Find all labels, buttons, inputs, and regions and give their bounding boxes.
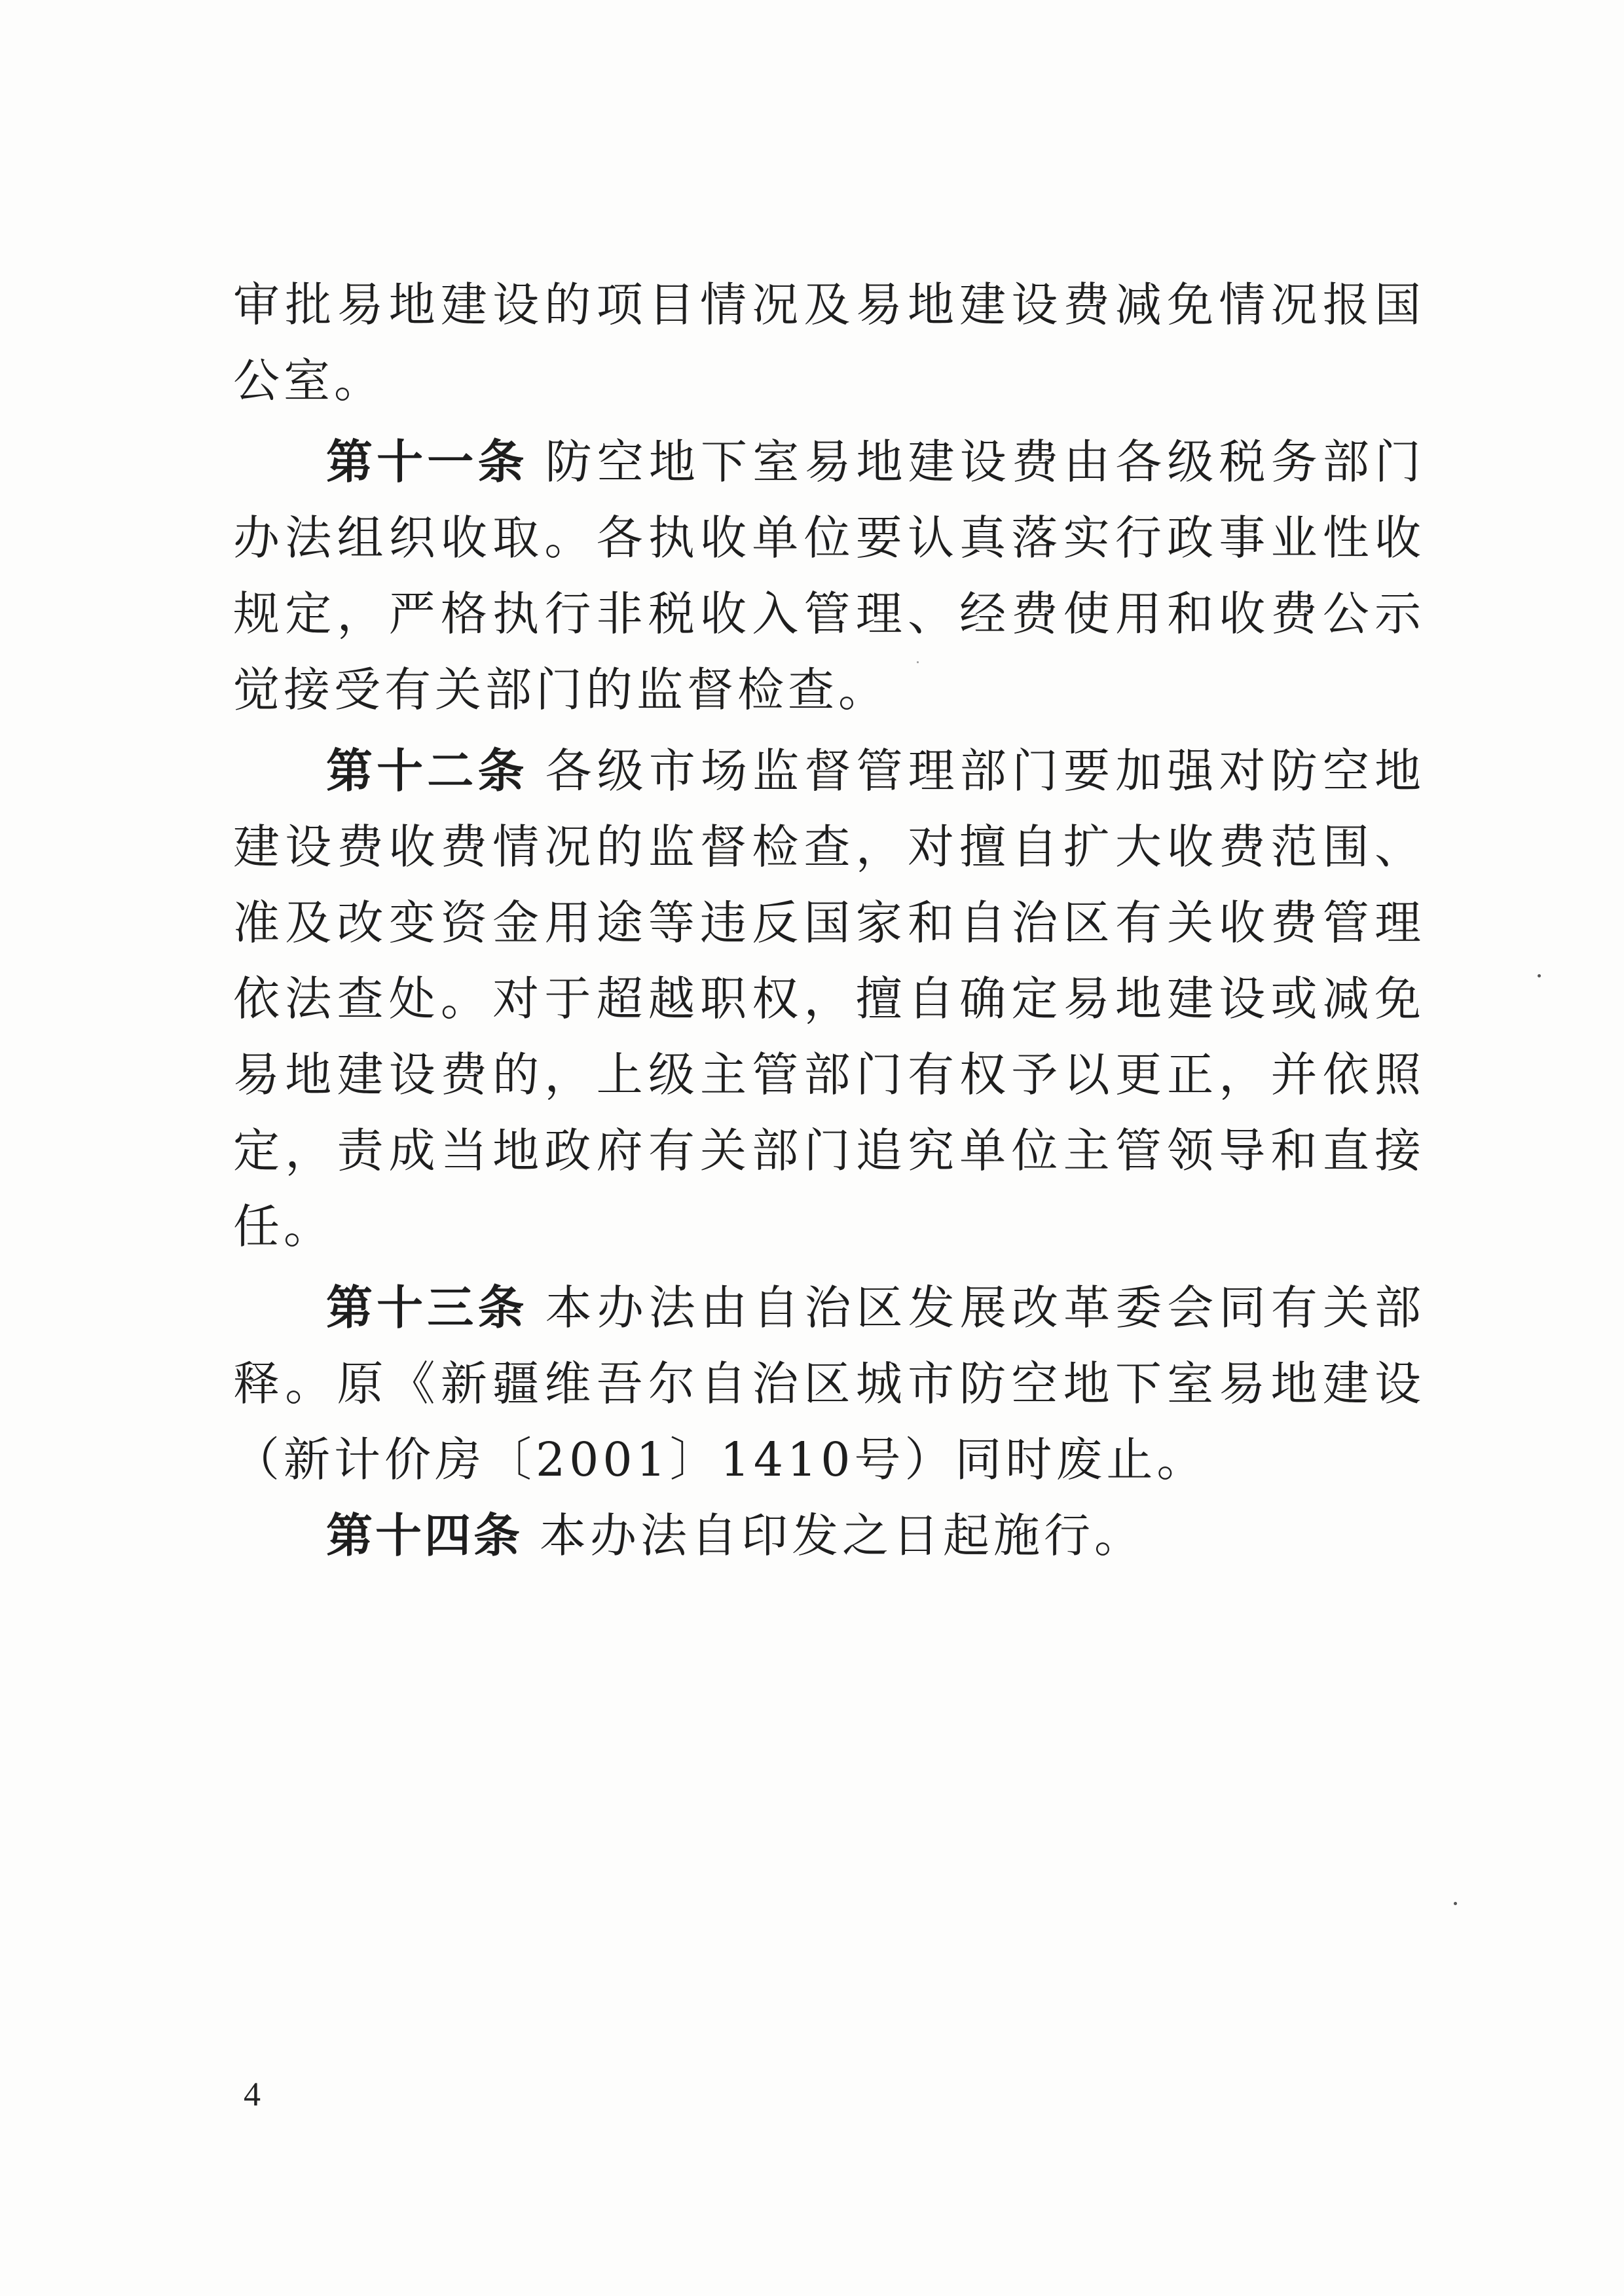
article-14-text: 本办法自印发之日起施行。 xyxy=(540,1508,1145,1563)
article-13-label: 第十三条 xyxy=(326,1281,528,1335)
article-11-label: 第十一条 xyxy=(326,435,528,489)
article-13-text: 本办法由自治区发展改革委会同有关部 xyxy=(545,1281,1425,1335)
document-body xyxy=(233,267,1425,1574)
article-12-line: 易地建设费的，上级主管部门有权予以更正，并依照 xyxy=(233,1048,1425,1102)
article-12-line: 定，责成当地政府有关部门追究单位主管领导和直接 xyxy=(233,1123,1425,1178)
article-14-first-line xyxy=(233,1498,1425,1574)
article-11-text: 防空地下室易地建设费由各级税务部门 xyxy=(545,435,1425,489)
article-11-line: 觉接受有关部门的监督检查。 xyxy=(233,663,889,717)
article-11-line: 办法组织收取。各执收单位要认真落实行政事业性收 xyxy=(233,511,1425,565)
continuation-line-1: 审批易地建设的项目情况及易地建设费减免情况报国 xyxy=(233,278,1425,332)
scan-speck xyxy=(917,661,919,663)
continuation-line-2: 公室。 xyxy=(233,354,385,408)
article-13-line: 释。原《新疆维吾尔自治区城市防空地下室易地建设 xyxy=(233,1357,1425,1411)
article-13-line: （新计价房〔2001〕1410号）同时废止。 xyxy=(233,1432,1208,1487)
page-number: 4 xyxy=(244,2076,261,2113)
article-12-line: 依法查处。对于超越职权，擅自确定易地建设或减免 xyxy=(233,972,1425,1026)
article-12-line: 任。 xyxy=(233,1199,335,1254)
article-11-line: 规定，严格执行非税收入管理、经费使用和收费公示 xyxy=(233,587,1425,641)
article-12-line: 准及改变资金用途等违反国家和自治区有关收费管理 xyxy=(233,896,1425,950)
article-12-first-line xyxy=(233,733,1425,809)
article-12-label: 第十二条 xyxy=(326,744,528,798)
scan-speck xyxy=(1538,974,1541,977)
article-14-label: 第十四条 xyxy=(326,1508,523,1563)
article-11-first-line xyxy=(233,424,1425,500)
article-12-text: 各级市场监督管理部门要加强对防空地 xyxy=(545,744,1425,798)
article-13-first-line xyxy=(233,1270,1425,1346)
article-12-line: 建设费收费情况的监督检查，对擅自扩大收费范围、 xyxy=(233,820,1425,874)
scan-speck xyxy=(1454,1902,1457,1905)
